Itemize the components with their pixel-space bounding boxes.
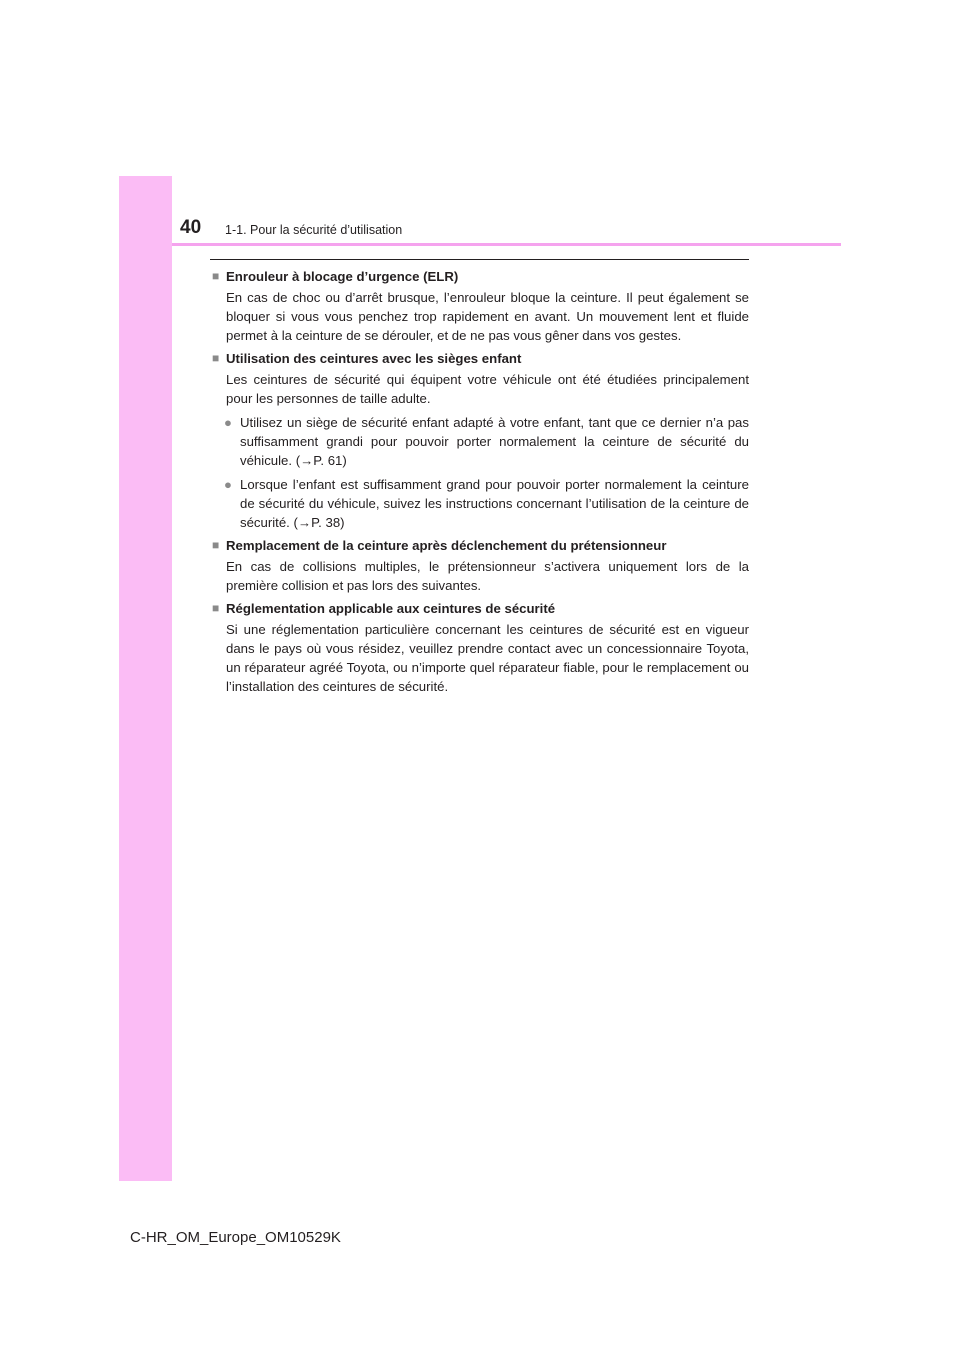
section-regulations — [212, 599, 749, 696]
section-heading: Réglementation applicable aux ceintures de sécurité — [226, 601, 556, 616]
section-heading: Enrouleur à blocage d’urgence (ELR) — [226, 269, 459, 284]
section-heading: Remplacement de la ceinture après déclenchement du prétensionneur — [226, 538, 667, 553]
section-paragraph: En cas de collisions multiples, le prétensionneur s’activera uniquement lors de la première collision et pas lors des suivantes. — [226, 559, 749, 593]
list-item — [212, 475, 749, 532]
section-paragraph: Si une réglementation particulière concernant les ceintures de sécurité est en vigueur dans le pays où vous résidez, veuillez prendre contact avec un concessionnaire Toyota, un réparateur agréé Toyota, ou n’importe quel réparateur fiable, pour le remplacement ou l’installation des ceintures de sécurité. — [226, 622, 749, 694]
content-rule — [210, 259, 749, 260]
section-paragraph: Les ceintures de sécurité qui équipent votre véhicule ont été étudiées principalement pour les personnes de taille adulte. — [226, 372, 749, 406]
square-bullet-icon: ■ — [212, 269, 220, 283]
square-bullet-icon: ■ — [212, 538, 220, 552]
section-child-seats — [212, 349, 749, 532]
section-pretensioner — [212, 536, 749, 595]
footer-code: C-HR_OM_Europe_OM10529K — [130, 1229, 341, 1246]
section-title: 1-1. Pour la sécurité d’utilisation — [225, 223, 403, 237]
square-bullet-icon: ■ — [212, 601, 220, 615]
section-elr — [212, 267, 749, 345]
content-body — [212, 267, 749, 700]
circle-bullet-icon: ● — [224, 477, 232, 492]
page-number: 40 — [180, 217, 202, 238]
list-item-text: Lorsque l’enfant est suffisamment grand pour pouvoir porter normalement la ceinture de sécurité du véhicule, suivez les instructions concernant l’utilisation de la ceinture de sécurité. (→P. 38) — [240, 477, 749, 530]
section-heading: Utilisation des ceintures avec les sièges enfant — [226, 351, 522, 366]
side-tab-bar — [119, 176, 172, 1181]
list-item — [212, 413, 749, 470]
list-item-text: Utilisez un siège de sécurité enfant adapté à votre enfant, tant que ce dernier n’a pas suffisamment grandi pour pouvoir porter normalement la ceinture de sécurité du véhicule. (→P. 61) — [240, 415, 749, 468]
section-paragraph: En cas de choc ou d’arrêt brusque, l’enrouleur bloque la ceinture. Il peut également se bloquer si vous vous penchez trop rapidement en avant. Un mouvement lent et fluide permet à la ceinture de se dérouler, et de ne pas vous gêner dans vos gestes. — [226, 290, 749, 343]
header-rule — [172, 243, 841, 246]
square-bullet-icon: ■ — [212, 351, 220, 365]
circle-bullet-icon: ● — [224, 415, 232, 430]
